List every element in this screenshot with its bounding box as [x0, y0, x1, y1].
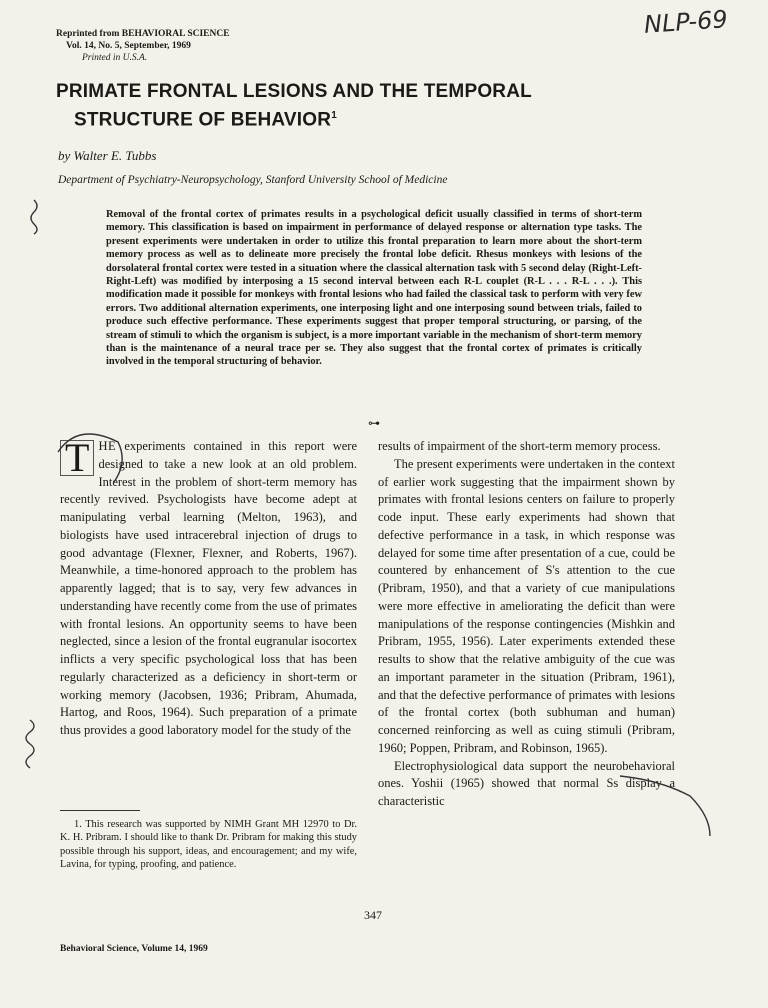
title-line-2-text: STRUCTURE OF BEHAVIOR — [74, 109, 332, 131]
right-col-paragraph-1: results of impairment of the short-term memory process. — [378, 439, 661, 453]
reprint-volume: Vol. 14, No. 5, September, 1969 — [66, 41, 191, 51]
right-col-paragraph-3: Electrophysiological data support the neurobehavioral ones. Yoshii (1965) showed that normal Ss display a characteristic — [378, 758, 675, 808]
footnote-text: 1. This research was supported by NIMH Grant MH 12970 to Dr. K. H. Pribram. I should like to thank Dr. Pribram for making this study possible through his support, ideas, and encouragement; and my wife, Lavina, for typing, proofing, and patience. — [60, 819, 357, 871]
reprint-source: Reprinted from BEHAVIORAL SCIENCE — [56, 29, 230, 39]
journal-footer: Behavioral Science, Volume 14, 1969 — [60, 944, 208, 954]
reprint-printed: Printed in U.S.A. — [82, 53, 148, 63]
title-footnote-marker: 1 — [331, 110, 337, 121]
dropcap-circle — [58, 434, 122, 482]
first-word-rest: HE — [98, 439, 117, 453]
right-col-paragraph-2: The present experiments were undertaken in the context of earlier work suggesting that the impairment shown by primates with frontal lesions centers on failure to properly code input. These early experiments had shown that defective performance in a task, in which response was delayed for some time after presentation of a cue, could be countered by enhancement of S's attention to the cue (Pribram, 1950), and that a variety of cue manipulations were more effective in ameliorating the deficit than were manipulations of the response contingencies (Mishkin and Pribram, 1955, 1956). Later experiments extended these results to show that the relative ambiguity of the cue was an important parameter in the situation (Pribram, 1961), and that the defective performance of primates with lesions of the frontal cortex (both subhuman and human) concerned reinforcing as well as cuing stimuli (Pribram, 1960; Poppen, Pribram, and Robinson, 1965). — [378, 456, 675, 755]
page-number: 347 — [364, 908, 382, 922]
margin-scribble-top — [31, 200, 37, 234]
drop-cap: T — [60, 440, 94, 476]
section-separator: ⊶ — [368, 416, 380, 430]
left-col-text: experiments contained in this report were designed to take a new look at an old problem. Interest in the problem of short-term memory has recently revived. Psychologists have become adept at manipulating verbal learning (Melton, 1963), and biologists have used intracerebral injection of drugs to good advantage (Flexner, Flexner, and Roberts, 1967). Meanwhile, a time-honored approach to the problem has apparently lagged; that is to say, very few advances in understanding have recently come from the use of primates with frontal lesions. An opportunity seems to have been neglected, since a lesion of the frontal eugranular isocortex inflicts a very specific psychological loss that has been regularly characterized as a deficiency in short-term or working memory (Jacobsen, 1936; Pribram, Ahumada, Hartog, and Roos, 1964). Such preparation of a primate thus provides a good laboratory model for the study of the — [60, 439, 357, 737]
right-margin-bracket — [620, 776, 710, 836]
margin-scribble-bottom — [26, 720, 34, 768]
handwritten-note: NLP-69 — [643, 5, 729, 39]
title-line-1: PRIMATE FRONTAL LESIONS AND THE TEMPORAL — [56, 81, 532, 102]
abstract: Removal of the frontal cortex of primates results in a psychological deficit usually classified in terms of short-term memory. This classification is based on impairment in performance of delayed response or alternation type tasks. The present experiments were undertaken in order to utilize this frontal preparation to learn more about the short-term memory process as well as to delineate more precisely the frontal lobe deficit. Rhesus monkeys with lesions of the dorsolateral frontal cortex were tested in a situation where the classical alternation task with 5 second delay (Right-Left-Right-Left) was modified by interposing a 15 second interval between each R-L couplet (R-L . . . R-L . . .). This modification made it possible for monkeys with frontal lesions who had failed the classical task to perform with very few errors. Two additional alternation experiments, one interposing light and one interposing sound between trials, failed to produce such effective performance. These experiments suggest that proper temporal structuring, or parsing, of the stream of stimuli to which the organism is subject, is a more important variable in the mechanism of short-term memory than is the maintenance of a neural trace per se. They also suggest that the frontal cortex of primates is critically involved in the temporal structuring of behavior. — [106, 209, 642, 368]
affiliation: Department of Psychiatry-Neuropsychology, Stanford University School of Medicine — [58, 174, 448, 186]
author: by Walter E. Tubbs — [58, 148, 157, 163]
